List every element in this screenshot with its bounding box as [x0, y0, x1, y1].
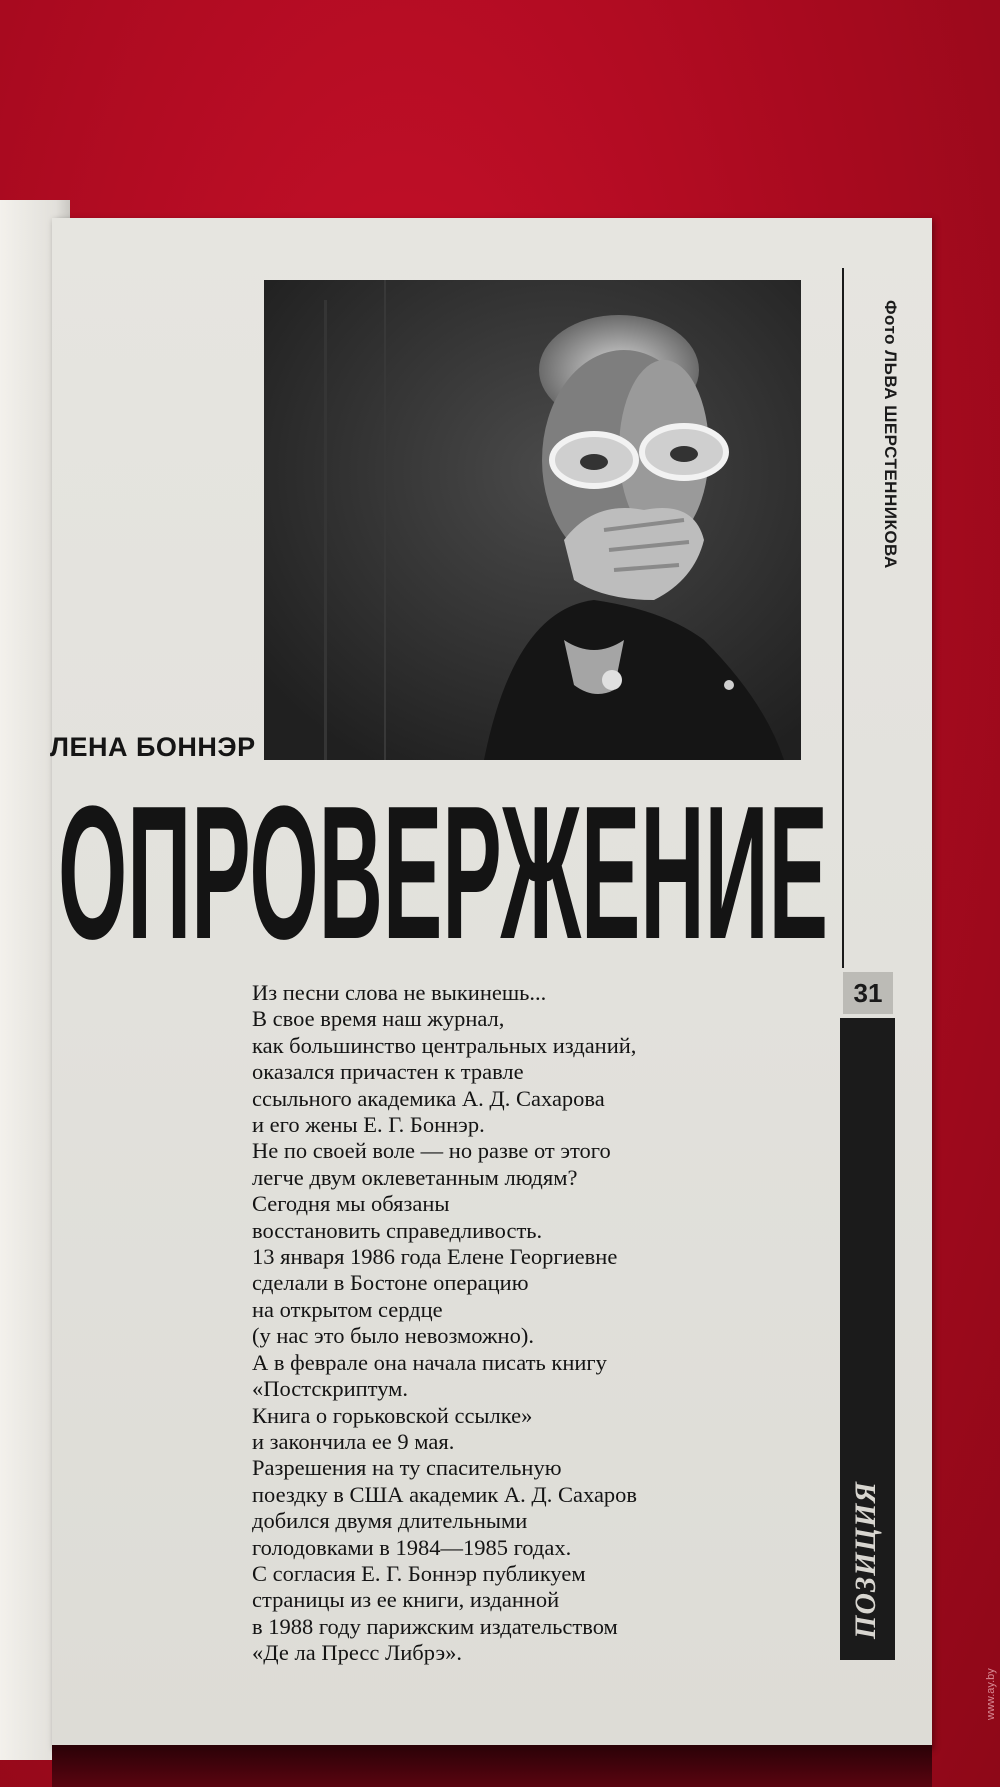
- intro-line: страницы из ее книги, изданной: [252, 1587, 560, 1613]
- intro-line: Разрешения на ту спасительную: [252, 1455, 562, 1481]
- intro-line: восстановить справедливость.: [252, 1217, 543, 1243]
- intro-line: добился двумя длительными: [252, 1508, 528, 1534]
- portrait-photo: [264, 280, 801, 760]
- intro-line: А в феврале она начала писать книгу: [252, 1349, 607, 1375]
- intro-line: «Де ла Пресс Либрэ».: [252, 1640, 463, 1666]
- intro-line: «Постскриптум.: [252, 1376, 409, 1402]
- page-shadow: [52, 1745, 932, 1787]
- author-name: ЛЕНА БОННЭР: [50, 732, 256, 762]
- intro-line: 13 января 1986 года Елене Георгиевне: [252, 1244, 618, 1270]
- intro-line: Книга о горьковской ссылке»: [252, 1402, 533, 1428]
- intro-line: как большинство центральных изданий,: [252, 1032, 637, 1058]
- watermark: www.ay.by: [985, 1668, 997, 1720]
- intro-line: ссыльного академика А. Д. Сахарова: [252, 1085, 605, 1111]
- intro-line: В свое время наш журнал,: [252, 1006, 505, 1032]
- headline-text: ОПРОВЕРЖЕНИЕ: [58, 778, 828, 956]
- intro-line: сделали в Бостоне операцию: [252, 1270, 529, 1296]
- page-number: 31: [843, 972, 893, 1014]
- intro-line: и его жены Е. Г. Боннэр.: [252, 1112, 485, 1138]
- intro-line: легче двум оклеветанным людям?: [252, 1164, 578, 1190]
- credit-rule: [842, 268, 844, 968]
- intro-line: С согласия Е. Г. Боннэр публикуем: [252, 1560, 586, 1586]
- intro-line: оказался причастен к травле: [252, 1059, 524, 1085]
- headline: [58, 778, 828, 956]
- section-label: ПОЗИЦИЯ: [849, 1481, 882, 1639]
- intro-line: Сегодня мы обязаны: [252, 1191, 450, 1217]
- intro-line: Из песни слова не выкинешь...: [252, 980, 547, 1005]
- intro-line: и закончила ее 9 мая.: [252, 1428, 455, 1454]
- intro-line: поездку в США академик А. Д. Сахаров: [252, 1481, 638, 1507]
- intro-line: Не по своей воле — но разве от этого: [252, 1138, 611, 1164]
- intro-text: [252, 980, 832, 1667]
- intro-line: на открытом сердце: [252, 1296, 443, 1322]
- intro-line: (у нас это было невозможно).: [252, 1323, 534, 1349]
- intro-line: голодовками в 1984—1985 годах.: [252, 1534, 572, 1560]
- intro-line: в 1988 году парижским издательством: [252, 1613, 618, 1639]
- photo-credit: Фото ЛЬВА ШЕРСТЕННИКОВА: [881, 300, 900, 569]
